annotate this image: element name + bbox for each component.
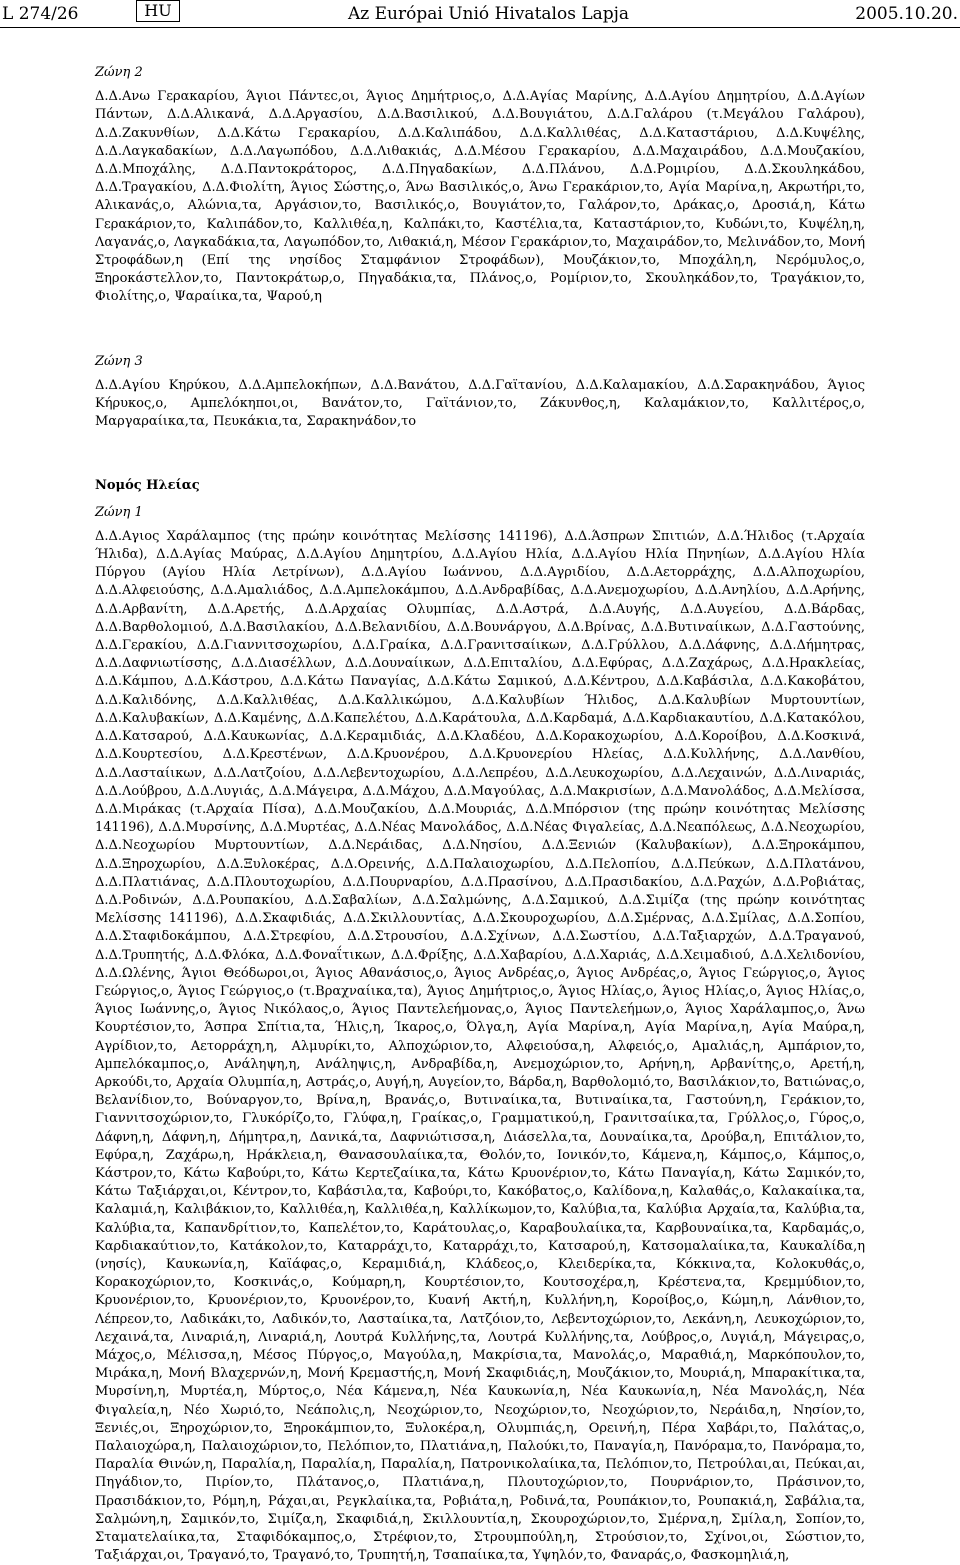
zone-2-heading: Ζώνη 2 [95,65,143,80]
zone-3-text: Δ.Δ.Αγίου Κηρύκου, Δ.Δ.Αμπελοκήπων, Δ.Δ.Βανάτου, Δ.Δ.Γαϊτανίου, Δ.Δ.Καλαμακίου, Δ.Δ.Σαρακηνάδου, Άγιος Κήρυκος,ο, Αμπελόκηποι,οι, Βανάτον,το, Γαϊτάνιον,το, Ζάκυνθος,η, Καλαμάκιον,το, Καλλιτέρος,ο, Μαργαραίικα,τα, Πευκάκια,τα, Σαρακηνάδον,το [95,377,865,430]
document-body [95,64,865,1565]
journal-reference: L 274/26 [2,4,79,24]
page-header [0,0,960,34]
zone-2-text: Δ.Δ.Ανω Γερακαρίου, Άγιοι Πάντεc,οι, Άγιος Δημήτριος,ο, Δ.Δ.Αγίας Μαρίνης, Δ.Δ.Αγίου Δημητρίου, Δ.Δ.Αγίων Πάντων, Δ.Δ.Αλικανά, Δ.Δ.Αργασίου, Δ.Δ.Βασιλικού, Δ.Δ.Βουγιάτου, Δ.Δ.Γαλάρου (τ.Μεγάλου Γαλάρου), Δ.Δ.Ζακυνθίων, Δ.Δ.Κάτω Γερακαρίου, Δ.Δ.Καλιπάδου, Δ.Δ.Καλλιθέας, Δ.Δ.Καταστάριου, Δ.Δ.Κυψέλης, Δ.Δ.Λαγκαδακίων, Δ.Δ.Λαγωπόδου, Δ.Δ.Λιθακιάς, Δ.Δ.Μέσου Γερακαρίου, Δ.Δ.Μαχαιράδου, Δ.Δ.Μουζακίου, Δ.Δ.Μποχάλης, Δ.Δ.Παντοκράτορος, Δ.Δ.Πηγαδακίων, Δ.Δ.Πλάνου, Δ.Δ.Ρομιρίου, Δ.Δ.Σκουληκάδου, Δ.Δ.Τραγακίου, Δ.Δ.Φιολίτη, Άγιος Σώστης,ο, Άνω Βασιλικός,ο, Άνω Γερακάριον,το, Αγία Μαρίνα,η, Ακρωτήρι,το, Αλικανάς,ο, Αλώνια,τα, Αργάσιον,το, Βασιλικός,ο, Βουγιάτον,το, Γαλάρον,το, Δράκας,ο, Δροσιά,η, Κάτω Γερακάριον,το, Καλιπάδον,το, Καλλιθέα,η, Καλπάκι,το, Καστέλια,τα, Καταστάριον,το, Κυδώνι,το, Κυψέλη,η, Λαγανάς,ο, Λαγκαδάκια,τα, Λαγωπόδον,το, Λιθακιά,η, Μέσον Γερακάριον,το, Μαχαιράδον,το, Μελινάδον,το, Μονή Στροφάδων,η (Επί της νησίδος Σταμφάνιον Στροφάδων), Μουζάκιον,το, Μποχάλη,η, Νερόμυλος,ο, Ξηροκάστελλον,το, Παντοκράτωρ,ο, Πηγαδάκια,τα, Πλάνος,ο, Ρομίριον,το, Σκουληκάδον,το, Τραγάκιον,το, Φιολίτης,ο, Ψαραίικα,τα, Ψαρού,η [95,89,865,305]
zone-3-heading: Ζώνη 3 [95,353,143,369]
publication-date: 2005.10.20. [855,4,958,24]
prefecture-heading: Νομός Ηλείας [95,478,200,494]
journal-title: Az Európai Unió Hivatalos Lapja [348,4,630,24]
header-divider [0,27,960,28]
zone-1-text: Δ.Δ.Αγιος Χαράλαμπος (της πρώην κοινότητας Μελίσσης 141196), Δ.Δ.Άσπρων Σπιτιών, Δ.Δ.Ήλιδος (τ.Αρχαία Ήλιδα), Δ.Δ.Αγίας Μαύρας, Δ.Δ.Αγίου Δημητρίου, Δ.Δ.Αγίου Ηλία, Δ.Δ.Αγίου Ηλία Πηνηίων, Δ.Δ.Αγίου Ηλία Πύργου (Αγίου Ηλία Λετρίνων), Δ.Δ.Αγίου Ιωάννου, Δ.Δ.Αγριδίου, Δ.Δ.Αετορράχης, Δ.Δ.Αλποχωρίου, Δ.Δ.Αλφειούσης, Δ.Δ.Αμαλιάδος, Δ.Δ.Αμπελοκάμπου, Δ.Δ.Ανδραβίδας, Δ.Δ.Ανεμοχωρίου, Δ.Δ.Ανηλίου, Δ.Δ.Αρήνης, Δ.Δ.Αρβανίτη, Δ.Δ.Αρετής, Δ.Δ.Αρχαίας Ολυμπίας, Δ.Δ.Αστρά, Δ.Δ.Αυγής, Δ.Δ.Αυγείου, Δ.Δ.Βάρδας, Δ.Δ.Βαρθολομιού, Δ.Δ.Βασιλακίου, Δ.Δ.Βελανιδίου, Δ.Δ.Βουνάργου, Δ.Δ.Βρίνας, Δ.Δ.Βυτιναίικων, Δ.Δ.Γαστούνης, Δ.Δ.Γερακίου, Δ.Δ.Γιαννιτσοχωρίου, Δ.Δ.Γραίκα, Δ.Δ.Γρανιτσαίικων, Δ.Δ.Γρύλλου, Δ.Δ.Δάφνης, Δ.Δ.Δήμητρας, Δ.Δ.Δαφνιωτίσσης, Δ.Δ.Διασέλλων, Δ.Δ.Δουναίικων, Δ.Δ.Επιταλίου, Δ.Δ.Εφύρας, Δ.Δ.Ζαχάρως, Δ.Δ.Ηρακλείας, Δ.Δ.Κάμπου, Δ.Δ.Κάστρου, Δ.Δ.Κάτω Παναγίας, Δ.Δ.Κάτω Σαμικού, Δ.Δ.Κέντρου, Δ.Δ.Καβάσιλα, Δ.Δ.Κακοβάτου, Δ.Δ.Καλιδόνης, Δ.Δ.Καλλιθέας, Δ.Δ.Καλλικώμου, Δ.Δ.Καλυβίων Ήλιδος, Δ.Δ.Καλυβίων Μυρτουντίων, Δ.Δ.Καλυβακίων, Δ.Δ.Καμένης, Δ.Δ.Καπελέτου, Δ.Δ.Καράτουλα, Δ.Δ.Καρδαμά, Δ.Δ.Καρδιακαυτίου, Δ.Δ.Κατακόλου, Δ.Δ.Κατσαρού, Δ.Δ.Καυκωνίας, Δ.Δ.Κεραμιδιάς, Δ.Δ.Κλαδέου, Δ.Δ.Κορακοχωρίου, Δ.Δ.Κοροίβου, Δ.Δ.Κοσκινά, Δ.Δ.Κουρτεσίου, Δ.Δ.Κρεστένων, Δ.Δ.Κρυονέρου, Δ.Δ.Κρυονερίου Ηλείας, Δ.Δ.Κυλλήνης, Δ.Δ.Λανθίου, Δ.Δ.Λασταίικων, Δ.Δ.Λατζοίου, Δ.Δ.Λεβεντοχωρίου, Δ.Δ.Λεπρέου, Δ.Δ.Λευκοχωρίου, Δ.Δ.Λεχαινών, Δ.Δ.Λιναριάς, Δ.Δ.Λούβρου, Δ.Δ.Λυγιάς, Δ.Δ.Μάγειρα, Δ.Δ.Μάχου, Δ.Δ.Μαγούλας, Δ.Δ.Μακρισίων, Δ.Δ.Μανολάδος, Δ.Δ.Μελίσσα, Δ.Δ.Μιράκας (τ.Αρχαία Πίσα), Δ.Δ.Μουζακίου, Δ.Δ.Μουριάς, Δ.Δ.Μπόρσιον (της πρώην κοινότητας Μελίσσης 141196), Δ.Δ.Μυρσίνης, Δ.Δ.Μυρτέας, Δ.Δ.Νέας Μανολάδος, Δ.Δ.Νέας Φιγαλείας, Δ.Δ.Νεαπόλεως, Δ.Δ.Νεοχωρίου, Δ.Δ.Νεοχωρίου Μυρτουντίων, Δ.Δ.Νεράιδας, Δ.Δ.Νησίου, Δ.Δ.Ξενιών (Καλυβακίων), Δ.Δ.Ξηροκάμπου, Δ.Δ.Ξηροχωρίου, Δ.Δ.Ξυλοκέρας, Δ.Δ.Ορεινής, Δ.Δ.Παλαιοχωρίου, Δ.Δ.Πελοπίου, Δ.Δ.Πεύκων, Δ.Δ.Πλατάνου, Δ.Δ.Πλατιάνας, Δ.Δ.Πλουτοχωρίου, Δ.Δ.Πουρναρίου, Δ.Δ.Πρασίνου, Δ.Δ.Πρασιδακίου, Δ.Δ.Ραχών, Δ.Δ.Ροβιάτας, Δ.Δ.Ροδινών, Δ.Δ.Ρουπακίου, Δ.Δ.Σαβαλίων, Δ.Δ.Σαλμώνης, Δ.Δ.Σαμικού, Δ.Δ.Σιμίζα (της πρώην κοινότητας Μελίσσης 141196), Δ.Δ.Σκαφιδιάς, Δ.Δ.Σκιλλουντίας, Δ.Δ.Σκουροχωρίου, Δ.Δ.Σμέρνας, Δ.Δ.Σμίλας, Δ.Δ.Σοπίου, Δ.Δ.Σταφιδοκάμπου, Δ.Δ.Στρεφίου, Δ.Δ.Στρουσίου, Δ.Δ.Σχίνων, Δ.Δ.Σωστίου, Δ.Δ.Ταξιαρχών, Δ.Δ.Τραγανού, Δ.Δ.Τρυπητής, Δ.Δ.Φλόκα, Δ.Δ.Φοναΐτικων, Δ.Δ.Φρίξης, Δ.Δ.Χαβαρίου, Δ.Δ.Χαριάς, Δ.Δ.Χειμαδιού, Δ.Δ.Χελιδονίου, Δ.Δ.Ωλένης, Άγιοι Θεόδωροι,οι, Άγιος Αθανάσιος,ο, Άγιος Ανδρέας,ο, Άγιος Ανδρέας,ο, Άγιος Γεώργιος,ο, Άγιος Γεώργιος,ο, Άγιος Γεώργιος,ο (τ.Βραχναίικα,τα), Άγιος Δημήτριος,ο, Άγιος Ηλίας,ο, Άγιος Ηλίας,ο, Άγιος Ηλίας,ο, Άγιος Ιωάννης,ο, Άγιος Νικόλαος,ο, Άγιος Παντελεήμονας,ο, Άγιος Παντελεήμων,ο, Άγιος Χαράλαμπος,ο, Άνω Κουρτέσιον,το, Άσπρα Σπίτια,τα, Ήλις,η, Ίκαρος,ο, Όλγα,η, Αγία Μαρίνα,η, Αγία Μαρίνα,η, Αγία Μαύρα,η, Αγρίδιον,το, Αετορράχη,η, Αλμυρίκι,το, Αλποχώριον,το, Αλφειούσα,η, Αλφειός,ο, Αμαλιάς,η, Αμπάριον,το, Αμπελόκαμπος,ο, Ανάληψη,η, Ανάληψις,η, Ανδραβίδα,η, Ανεμοχώριον,το, Αρήνη,η, Αρβανίτης,ο, Αρετή,η, Αρκούδι,το, Αρχαία Ολυμπία,η, Αστράς,ο, Αυγή,η, Αυγείον,το, Βάρδα,η, Βαρθολομιό,το, Βασιλάκιον,το, Βατιώνας,ο, Βελανίδιον,το, Βούναργον,το, Βρίνα,η, Βρανάς,ο, Βυτιναίικα,τα, Βυτιναίικα,τα, Γαστούνη,η, Γεράκιον,το, Γιαννιτσοχώριον,το, Γλυκόρίζο,το, Γλύφα,η, Γραίκας,ο, Γραμματικού,η, Γρανιτσαίικα,τα, Γρύλλος,ο, Γύρος,ο, Δάφνη,η, Δάφνη,η, Δήμητρα,η, Δανικά,τα, Δαφνιώτισσα,η, Διάσελλα,τα, Δουναίικα,τα, Δρούβα,η, Επιτάλιον,το, Εφύρα,η, Ζαχάρω,η, Ηράκλεια,η, Θανασουλαίικα,τα, Θολόν,το, Ιονικόν,το, Κάμενα,η, Κάμπος,ο, Κάμπος,ο, Κάστρον,το, Κάτω Καβούρι,το, Κάτω Κερτεζαίικα,τα, Κάτω Κρυονέριον,το, Κάτω Παναγία,η, Κάτω Σαμικόν,το, Κάτω Ταξιάρχαι,οι, Κέντρον,το, Καβάσιλα,τα, Καβούρι,το, Κακόβατος,ο, Καλίδονα,η, Καλαθάς,ο, Καλακαίικα,τα, Καλαμιά,η, Καλιβάκιον,το, Καλλιθέα,η, Καλλιθέα,η, Καλλίκωμον,το, Καλύβια,τα, Καλύβια Αρχαία,τα, Καλύβια,τα, Καλύβια,τα, Καπανδρίτιον,το, Καπελέτον,το, Καράτουλας,ο, Καραβουλαίικα,τα, Καρβουναίικα,τα, Καρδαμάς,ο, Καρδιακαύτιον,το, Κατάκολον,το, Καταρράχι,το, Καταρράχι,το, Κατσαρού,η, Κατσομαλαίικα,τα, Καυκαλίδα,η (νησίς), Καυκωνία,η, Καϊάφας,ο, Κεραμιδιά,η, Κλάδεος,ο, Κλειδερίκα,τα, Κόκκινα,τα, Κολοκυθάς,ο, Κορακοχώριον,το, Κοσκινάς,ο, Κούμαρη,η, Κουρτέσιον,το, Κουτσοχέρα,η, Κρέστενα,τα, Κρεμμύδιον,το, Κρυονέριον,το, Κρυονέριον,το, Κρυονέρον,το, Κυανή Ακτή,η, Κυλλήνη,η, Κοροίβος,ο, Κώμη,η, Λάνθιον,το, Λέπρεον,το, Λαδικάκι,το, Λαδικόν,το, Λασταίικα,τα, Λατζόιον,το, Λεβεντοχώριον,το, Λεκάνη,η, Λευκοχώριον,το, Λεχαινά,τα, Λιναριά,η, Λιναριά,η, Λουτρά Κυλλήνης,τα, Λουτρά Κυλλήνης,τα, Λούβρος,ο, Λυγιά,η, Μάγειρας,ο, Μάχος,ο, Μέλισσα,η, Μέσος Πύργος,ο, Μαγούλα,η, Μακρίσια,τα, Μανολάς,ο, Μαραθιά,η, Μαρκόπουλον,το, Μιράκα,η, Μονή Βλαχερνών,η, Μονή Κρεμαστής,η, Μονή Σκαφιδιάς,η, Μουζάκιον,το, Μουριά,η, Μπαρακίτικα,τα, Μυρσίνη,η, Μυρτέα,η, Μύρτος,ο, Νέα Κάμενα,η, Νέα Καυκωνία,η, Νέα Καυκωνία,η, Νέα Μανολάς,η, Νέα Φιγαλεία,η, Νέο Χωριό,το, Νεάπολις,η, Νεοχώριον,το, Νεοχώριον,το, Νεοχώριον,το, Νεράιδα,η, Νησίον,το, Ξενιές,οι, Ξηροχώριον,το, Ξηροκάμπιον,το, Ξυλοκέρα,η, Ολυμπιάς,η, Ορεινή,η, Πέρα Χαβάρι,το, Παλάτας,ο, Παλαιοχώρα,η, Παλαιοχώριον,το, Πελόπιον,το, Πλατιάνα,η, Παλούκι,το, Παναγία,η, Πανόραμα,το, Πανόραμα,το, Παραλία Θινών,η, Παραλία,η, Παραλία,η, Παραλία,η, Πατρονικολαίικα,τα, Πελόπιον,το, Πετρούλαι,αι, Πεύκαι,αι, Πηγάδιον,το, Πιρίον,το, Πλάτανος,ο, Πλατιάνα,η, Πλουτοχώριον,το, Πουρνάριον,το, Πράσινον,το, Πρασιδάκιον,το, Ρόμη,η, Ράχαι,αι, Ρεγκλαίικα,τα, Ροβιάτα,η, Ροδινά,τα, Ρουπάκιον,το, Ρουπακιά,η, Σαβάλια,τα, Σαλμώνη,η, Σαμικόν,το, Σιμίζα,η, Σκαφιδιά,η, Σκιλλουντία,η, Σκουροχώριον,το, Σμέρνα,η, Σμίλα,η, Σοπίον,το, Σταματελαίικα,τα, Σταφιδόκαμπος,ο, Στρέφιον,το, Στρουμπούλη,η, Στρούσιον,το, Σχίνοι,οι, Σώστιον,το, Ταξιάρχαι,οι, Τραγανό,το, Τραγανό,το, Τρυπητή,η, Τσαπαίικα,τα, Υψηλόν,το, Φαναράς,ο, Φασκομηλιά,η, [95,528,865,1564]
zone-1-heading: Ζώνη 1 [95,504,143,520]
language-badge: HU [136,0,180,22]
spacer [95,307,865,353]
spacer [95,431,865,477]
